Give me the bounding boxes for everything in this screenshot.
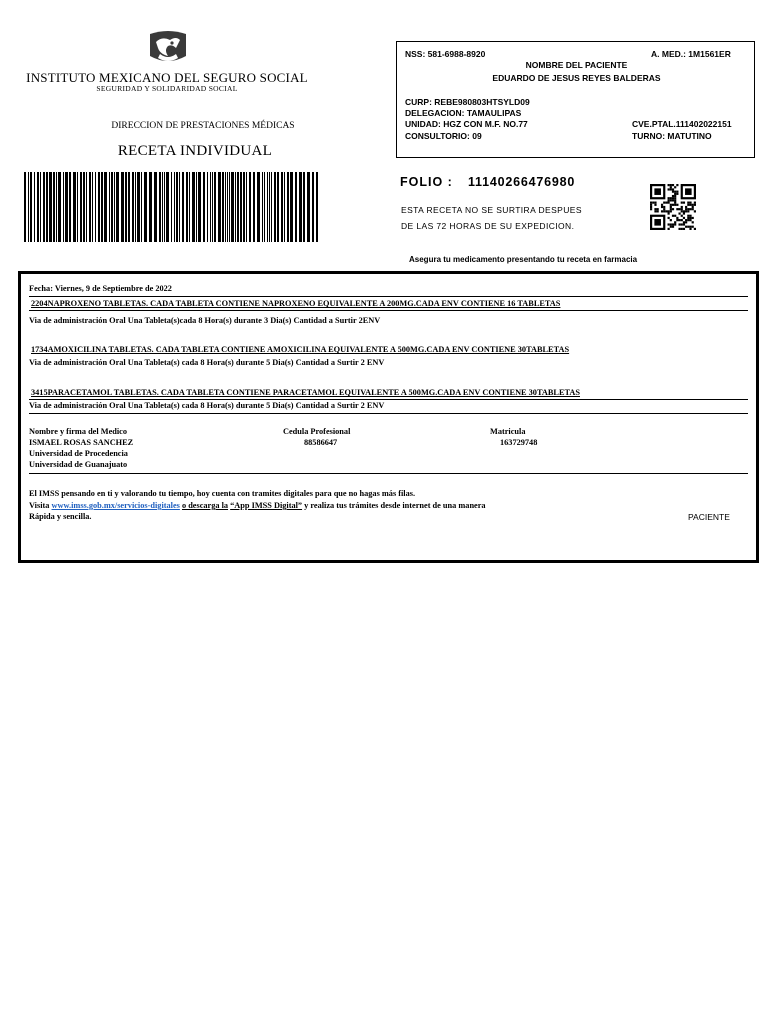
app-imss-digital-link[interactable]: “App IMSS Digital” bbox=[230, 501, 303, 510]
prescription-box bbox=[18, 271, 759, 563]
instructions-2: Via de administración Oral Una Tableta(s) cada 8 Hora(s) durante 5 Dia(s) Cantidad a Surtir 2 ENV bbox=[29, 358, 385, 367]
consultorio: CONSULTORIO: 09 bbox=[405, 131, 482, 141]
patient-name: EDUARDO DE JESUS REYES BALDERAS bbox=[492, 73, 661, 83]
paciente-label: PACIENTE bbox=[688, 512, 730, 522]
instructions-1: Via de administración Oral Una Tableta(s)cada 8 Hora(s) durante 3 Dia(s) Cantidad a Surtir 2ENV bbox=[29, 316, 381, 325]
cedula-label: Cedula Profesional bbox=[283, 427, 351, 436]
instructions-3: Via de administración Oral Una Tableta(s) cada 8 Hora(s) durante 5 Dia(s) Cantidad a Surtir 2 ENV bbox=[29, 401, 385, 410]
notice-line-2: DE LAS 72 HORAS DE SU EXPEDICION. bbox=[401, 221, 575, 231]
footer-line-1: El IMSS pensando en ti y valorando tu tiempo, hoy cuenta con tramites digitales para que no hagas más filas. bbox=[29, 489, 416, 498]
cve-ptal: CVE.PTAL.111402022151 bbox=[632, 119, 732, 129]
folio-label: FOLIO : bbox=[400, 175, 453, 189]
medication-2: 1734AMOXICILINA TABLETAS. CADA TABLETA CONTIENE AMOXICILINA EQUIVALENTE A 500MG.CADA ENV CONTIENE 30TABLETAS bbox=[31, 345, 570, 354]
doctor-university: Universidad de Guanajuato bbox=[29, 460, 128, 469]
delegacion: DELEGACION: TAMAULIPAS bbox=[405, 108, 522, 118]
patient-name-label: NOMBRE DEL PACIENTE bbox=[525, 60, 628, 70]
turno: TURNO: MATUTINO bbox=[632, 131, 712, 141]
footer-line-2: Visita www.imss.gob.mx/servicios-digitales o descarga la “App IMSS Digital” y realiza tus trámites desde internet de una manera bbox=[29, 501, 486, 510]
matricula-value: 163729748 bbox=[500, 438, 538, 447]
prescription-date: Fecha: Viernes, 9 de Septiembre de 2022 bbox=[29, 284, 172, 293]
curp: CURP: REBE980803HTSYLD09 bbox=[405, 97, 530, 107]
asegura-notice: Asegura tu medicamento presentando tu receta en farmacia bbox=[409, 255, 638, 264]
patient-info-box bbox=[396, 41, 755, 158]
cedula-value: 88586647 bbox=[304, 438, 338, 447]
footer-line-3: Rápida y sencilla. bbox=[29, 512, 92, 521]
medication-1: 2204NAPROXENO TABLETAS. CADA TABLETA CONTIENE NAPROXENO EQUIVALENTE A 200MG.CADA ENV CONTIENE 16 TABLETAS bbox=[31, 299, 561, 308]
doctor-university-label: Universidad de Procedencia bbox=[29, 449, 128, 458]
doctor-name-label: Nombre y firma del Medico bbox=[29, 427, 128, 436]
institution-motto: SEGURIDAD Y SOLIDARIDAD SOCIAL bbox=[96, 84, 238, 93]
folio-value: 11140266476980 bbox=[468, 175, 576, 189]
servicios-digitales-link[interactable]: www.imss.gob.mx/servicios-digitales bbox=[51, 501, 180, 510]
doctor-name: ISMAEL ROSAS SANCHEZ bbox=[29, 438, 134, 447]
document-title: RECETA INDIVIDUAL bbox=[117, 143, 273, 159]
department-title: DIRECCION DE PRESTACIONES MÉDICAS bbox=[111, 121, 295, 131]
medication-3: 3415PARACETAMOL TABLETAS. CADA TABLETA CONTIENE PARACETAMOL EQUIVALENTE A 500MG.CADA ENV CONTIENE 30TABLETAS bbox=[31, 388, 580, 397]
institution-name: INSTITUTO MEXICANO DEL SEGURO SOCIAL bbox=[26, 70, 308, 85]
matricula-label: Matricula bbox=[490, 427, 526, 436]
a-med: A. MED.: 1M1561ER bbox=[651, 49, 731, 59]
unidad: UNIDAD: HGZ CON M.F. NO.77 bbox=[405, 119, 528, 129]
qr-code-icon bbox=[650, 184, 696, 230]
imss-eagle-logo-icon bbox=[146, 30, 190, 68]
notice-line-1: ESTA RECETA NO SE SURTIRA DESPUES bbox=[401, 205, 582, 215]
barcode-icon bbox=[24, 172, 322, 242]
nss: NSS: 581-6988-8920 bbox=[405, 49, 486, 59]
